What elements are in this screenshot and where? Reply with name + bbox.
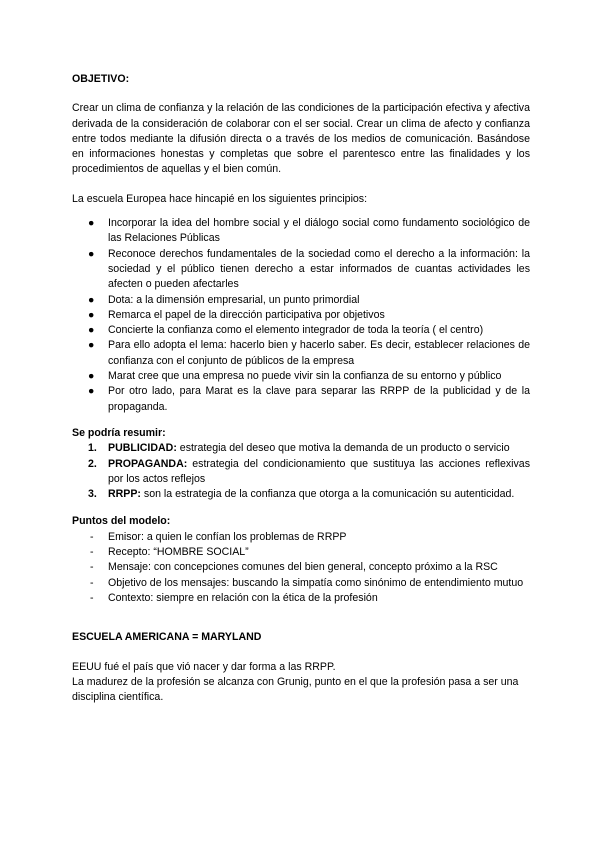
- term-definition: son la estrategia de la confianza que otorga a la comunicación su autenticidad.: [140, 488, 515, 501]
- list-item-text: Para ello adopta el lema: hacerlo bien y hacerlo saber. Es decir, establecer relaciones de confianza con el conjunto de públicos de la empresa: [108, 339, 530, 367]
- escuela-europea-intro: La escuela Europea hace hincapié en los siguientes principios:: [72, 192, 368, 205]
- bullet-icon: ●: [88, 385, 95, 398]
- dash-icon: -: [90, 591, 94, 604]
- objetivo-heading: OBJETIVO:: [72, 73, 130, 85]
- dash-icon: -: [90, 530, 94, 543]
- bullet-icon: ●: [88, 308, 95, 321]
- puntos-modelo-heading: Puntos del modelo:: [72, 515, 171, 528]
- list-item-text: Por otro lado, para Marat es la clave para separar las RRPP de la publicidad y de la propaganda.: [108, 385, 530, 413]
- list-item-text: Dota: a la dimensión empresarial, un punto primordial: [108, 293, 360, 306]
- list-item: [72, 441, 530, 456]
- list-item: [72, 487, 530, 502]
- bullet-icon: ●: [88, 247, 95, 260]
- escuela-americana-line1: EEUU fué el país que vió nacer y dar forma a las RRPP.: [72, 660, 336, 673]
- list-item-text: Reconoce derechos fundamentales de la sociedad como el derecho a la información: la sociedad y el público tienen derecho a estar informados de cuantas actividades les afecten o pueden afectarles: [108, 247, 530, 291]
- term-label: PUBLICIDAD:: [108, 442, 177, 455]
- term-definition: estrategia del condicionamiento que sustituya las acciones reflexivas por los actos reflejos: [108, 457, 530, 485]
- term-label: RRPP:: [108, 488, 141, 501]
- list-item-text: Contexto: siempre en relación con la ética de la profesión: [108, 591, 378, 604]
- list-item: [72, 591, 530, 606]
- bullet-icon: ●: [88, 217, 95, 230]
- list-item-text: Objetivo de los mensajes: buscando la simpatía como sinónimo de entendimiento mutuo: [108, 576, 524, 589]
- list-number: 3.: [88, 488, 97, 501]
- resumir-heading: Se podría resumir:: [72, 426, 166, 439]
- objetivo-paragraph: Crear un clima de confianza y la relación de las condiciones de la participación efectiva y afectiva derivada de la consideración de colaborar con el ser social. Crear un clima de afecto y confianza entre todos mediante la difusión directa o a través de los medios de comunicación. Basándose en informaciones honestas y completas que sobre el parentesco entre las finalidades y los procedimientos de aquellas y el bien común.: [72, 102, 530, 176]
- list-item: [72, 323, 530, 338]
- document-page: [72, 72, 530, 705]
- term-definition: estrategia del deseo que motiva la demanda de un producto o servicio: [176, 442, 510, 455]
- list-number: 2.: [88, 457, 97, 470]
- escuela-americana-heading: ESCUELA AMERICANA = MARYLAND: [72, 631, 262, 644]
- list-item: [72, 384, 530, 415]
- puntos-modelo-list: [72, 530, 530, 606]
- list-item-text: Incorporar la idea del hombre social y el diálogo social como fundamento sociológico de las Relaciones Públicas: [108, 217, 530, 245]
- list-item-text: Marat cree que una empresa no puede vivir sin la confianza de su entorno y público: [108, 370, 502, 383]
- principles-list: [72, 216, 530, 415]
- list-item: [72, 545, 530, 560]
- list-item: [72, 530, 530, 545]
- dash-icon: -: [90, 576, 94, 589]
- list-item-text: Mensaje: con concepciones comunes del bien general, concepto próximo a la RSC: [108, 561, 498, 574]
- list-item: [72, 338, 530, 369]
- bullet-icon: ●: [88, 324, 95, 337]
- list-item: [72, 293, 530, 308]
- list-item: [72, 369, 530, 384]
- dash-icon: -: [90, 561, 94, 574]
- dash-icon: -: [90, 546, 94, 559]
- escuela-americana-line2: La madurez de la profesión se alcanza con Grunig, punto en el que la profesión pasa a ser una disciplina científica.: [72, 675, 519, 704]
- list-item: [72, 308, 530, 323]
- list-item-text: Recepto: “HOMBRE SOCIAL”: [108, 546, 249, 559]
- bullet-icon: ●: [88, 339, 95, 352]
- list-item: [72, 576, 530, 591]
- bullet-icon: ●: [88, 370, 95, 383]
- resumen-list: [72, 441, 530, 502]
- term-label: PROPAGANDA:: [108, 457, 188, 470]
- list-number: 1.: [88, 442, 97, 455]
- list-item: [72, 216, 530, 247]
- list-item: [72, 457, 530, 488]
- list-item-text: Concierte la confianza como el elemento integrador de toda la teoría ( el centro): [108, 324, 484, 337]
- list-item: [72, 247, 530, 293]
- list-item-text: Remarca el papel de la dirección participativa por objetivos: [108, 308, 385, 321]
- list-item-text: Emisor: a quien le confían los problemas de RRPP: [108, 530, 347, 543]
- list-item: [72, 560, 530, 575]
- bullet-icon: ●: [88, 293, 95, 306]
